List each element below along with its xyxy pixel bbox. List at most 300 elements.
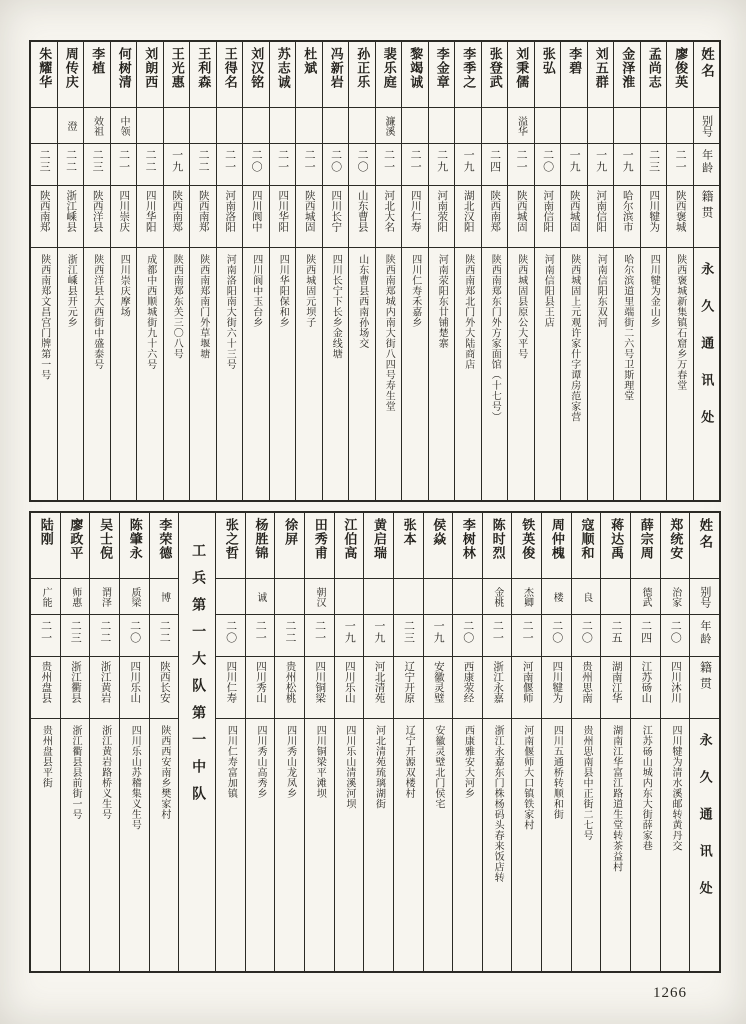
person-alias-text: 楼 (551, 591, 563, 602)
person-native-place (429, 186, 455, 248)
person-native-place-text: 陕西南郑 (38, 190, 50, 232)
person-age-text: 二三 (91, 149, 104, 173)
person-name-text: 周传庆 (63, 47, 79, 89)
person-column (511, 513, 541, 971)
person-address-text: 四川铜梁平滩坝 (314, 725, 326, 799)
person-alias-text: 治家 (669, 586, 681, 607)
person-name (429, 42, 455, 108)
person-alias (275, 579, 304, 615)
roster-table-top (29, 40, 721, 502)
person-alias (429, 108, 455, 144)
person-age (31, 615, 60, 657)
person-name-text: 周仲槐 (549, 518, 565, 560)
person-column (136, 42, 163, 500)
person-native-place-text: 四川华阳 (144, 190, 156, 232)
person-column (666, 42, 693, 500)
person-name-text: 徐屏 (283, 518, 299, 546)
person-name (90, 513, 119, 579)
person-address-text: 四川乐山清溪河坝 (343, 725, 355, 809)
person-native-place-text: 安徽灵璧 (432, 661, 444, 703)
person-column (31, 42, 57, 500)
person-native-place-text: 浙江永嘉 (492, 661, 504, 703)
person-native-place (137, 186, 163, 248)
person-age (243, 144, 269, 186)
person-address (246, 719, 275, 971)
person-age-text: 二三 (38, 149, 51, 173)
person-address-text: 河南信阳东双河 (595, 254, 607, 328)
person-name (661, 513, 690, 579)
person-alias (455, 108, 481, 144)
person-column (242, 42, 269, 500)
person-name-text: 黎竭诚 (408, 47, 424, 89)
person-name (631, 513, 660, 579)
person-name (150, 513, 179, 579)
person-age (31, 144, 57, 186)
person-age-text: 二〇 (224, 620, 237, 644)
person-native-place (364, 657, 393, 719)
person-age-text: 二一 (515, 149, 528, 173)
person-name (84, 42, 110, 108)
person-address (394, 719, 423, 971)
person-alias (512, 579, 541, 615)
person-age-text: 一九 (432, 620, 445, 644)
person-age-text: 二〇 (329, 149, 342, 173)
person-alias (137, 108, 163, 144)
person-age-text: 二一 (303, 149, 316, 173)
person-alias (164, 108, 190, 144)
person-age-text: 二二 (197, 149, 210, 173)
person-column (452, 513, 482, 971)
person-name-text: 刘五群 (593, 47, 609, 89)
person-native-place-text: 陕西褒城 (674, 190, 686, 232)
person-age-text: 二一 (254, 620, 267, 644)
person-address (508, 248, 534, 500)
person-name (31, 42, 57, 108)
person-column (334, 513, 364, 971)
person-age-text: 一九 (568, 149, 581, 173)
person-age-text: 一九 (462, 149, 475, 173)
person-name (455, 42, 481, 108)
person-native-place-text: 浙江嵊县 (65, 190, 77, 232)
person-native-place-text: 四川仁寿 (225, 661, 237, 703)
person-address (535, 248, 561, 500)
person-column (560, 42, 587, 500)
person-alias (120, 579, 149, 615)
person-name-text: 寇顺和 (579, 518, 595, 560)
person-name (164, 42, 190, 108)
person-native-place (58, 186, 84, 248)
person-name-text: 廖政平 (68, 518, 84, 560)
person-name (588, 42, 614, 108)
person-address-text: 四川仁寿富加镇 (225, 725, 237, 799)
person-age-text: 二一 (117, 149, 130, 173)
person-name-text: 孙正乐 (355, 47, 371, 89)
person-address-text: 哈尔滨道里端街二六号卫斯理堂 (621, 254, 633, 401)
person-column (428, 42, 455, 500)
person-age-text: 二四 (488, 149, 501, 173)
person-native-place-text: 陕西洋县 (91, 190, 103, 232)
person-name (402, 42, 428, 108)
person-address (614, 248, 640, 500)
person-name (508, 42, 534, 108)
person-address-text: 四川仁寿禾嘉乡 (409, 254, 421, 328)
person-alias (631, 579, 660, 615)
person-name-text: 张弘 (540, 47, 556, 75)
person-native-place-text: 哈尔滨市 (621, 190, 633, 232)
person-address (164, 248, 190, 500)
person-native-place (305, 657, 334, 719)
person-native-place-text: 湖北汉阳 (462, 190, 474, 232)
column-header-name: 姓名 (690, 513, 719, 579)
column-header-name: 姓名 (694, 42, 720, 108)
person-column (363, 513, 393, 971)
roster-table-bottom (29, 511, 721, 973)
person-address (31, 719, 60, 971)
person-address-text: 河南偃师大口镇铁家村 (521, 725, 533, 830)
person-address (217, 248, 243, 500)
person-address-text: 浙江永嘉东门株杨码头春来饭店转 (492, 725, 504, 883)
person-column (83, 42, 110, 500)
person-column (274, 513, 304, 971)
person-age-text: 二二 (283, 620, 296, 644)
person-address-text: 贵州盘县平街 (40, 725, 52, 788)
person-column (375, 42, 402, 500)
person-alias (61, 579, 90, 615)
person-address (323, 248, 349, 500)
person-name-text: 金泽淮 (620, 47, 636, 89)
person-column (322, 42, 349, 500)
person-column (163, 42, 190, 500)
person-name (243, 42, 269, 108)
person-name-text: 郑统安 (668, 518, 684, 560)
person-address (335, 719, 364, 971)
person-native-place-text: 河南信阳 (542, 190, 554, 232)
person-alias-text: 朝汉 (314, 586, 325, 607)
unit-section-column (178, 513, 215, 971)
person-native-place-text: 浙江衢县 (69, 661, 81, 703)
person-name (561, 42, 587, 108)
person-age-text: 二二 (98, 620, 111, 644)
person-native-place-text: 河北清苑 (373, 661, 385, 703)
person-name-text: 王利森 (196, 47, 212, 89)
person-native-place-text: 河南荥阳 (436, 190, 448, 232)
person-age (296, 144, 322, 186)
person-alias (323, 108, 349, 144)
person-alias (31, 108, 57, 144)
unit-section-label (179, 513, 215, 971)
person-alias-text: 中领 (118, 115, 129, 136)
person-alias-text: 澄 (65, 120, 76, 131)
person-address (512, 719, 541, 971)
person-age-text: 二〇 (356, 149, 369, 173)
person-column (189, 42, 216, 500)
person-alias (349, 108, 375, 144)
person-address-text: 西康雅安大河乡 (462, 725, 474, 799)
person-column (481, 42, 508, 500)
person-name-text: 廖俊英 (673, 47, 689, 89)
person-address-text: 四川华阳保和乡 (277, 254, 289, 328)
person-age-text: 二〇 (461, 620, 474, 644)
person-column (295, 42, 322, 500)
person-address-text: 四川犍为金山乡 (648, 254, 660, 328)
person-native-place-text: 陕西南郑 (489, 190, 501, 232)
person-address-text: 四川长宁下长乡金线塘 (330, 254, 342, 359)
person-name (483, 513, 512, 579)
person-alias (364, 579, 393, 615)
person-column (613, 42, 640, 500)
person-native-place (482, 186, 508, 248)
person-native-place (561, 186, 587, 248)
person-alias (661, 579, 690, 615)
person-alias-text: 杰卿 (521, 586, 533, 607)
person-name-text: 朱耀华 (37, 47, 53, 89)
person-native-place (641, 186, 667, 248)
person-address (631, 719, 660, 971)
person-age (429, 144, 455, 186)
person-address-text: 陕西洋县大西街中盛泰号 (91, 254, 103, 370)
person-native-place (376, 186, 402, 248)
person-age (631, 615, 660, 657)
person-age (305, 615, 334, 657)
person-name (305, 513, 334, 579)
column-header-alias: 别号 (690, 579, 719, 615)
person-name (542, 513, 571, 579)
person-native-place (84, 186, 110, 248)
person-alias (572, 579, 601, 615)
column-header-age: 年龄 (694, 144, 720, 186)
person-native-place (243, 186, 269, 248)
person-age-text: 二一 (39, 620, 52, 644)
person-address-text: 陕西南郑东门外方家面馆（十七号） (489, 254, 501, 422)
person-age-text: 二一 (276, 149, 289, 173)
person-address (667, 248, 693, 500)
header-column (689, 513, 719, 971)
person-alias (246, 579, 275, 615)
person-age-text: 二三 (69, 620, 82, 644)
person-name-text: 李植 (90, 47, 106, 75)
person-alias-text: 良 (580, 591, 592, 602)
person-native-place (90, 657, 119, 719)
person-name (614, 42, 640, 108)
person-name-text: 李荣德 (157, 518, 173, 560)
person-name (667, 42, 693, 108)
person-address (31, 248, 57, 500)
person-address (601, 719, 630, 971)
person-alias (150, 579, 179, 615)
person-native-place-text: 四川乐山 (129, 661, 141, 703)
person-age-text: 二〇 (250, 149, 263, 173)
person-alias (216, 579, 245, 615)
person-name (335, 513, 364, 579)
person-name-text: 蒋达禹 (609, 518, 625, 560)
person-address (542, 719, 571, 971)
person-column (401, 42, 428, 500)
person-address-text: 陕西城固县原公大平号 (515, 254, 527, 359)
column-header-alias: 别号 (694, 108, 720, 144)
person-age (364, 615, 393, 657)
person-name-text: 张之哲 (223, 518, 239, 560)
person-name-text: 陈时烈 (490, 518, 506, 560)
person-address-text: 陕西南郑城内南大街八四号寿生堂 (383, 254, 395, 412)
person-address-text: 河南信阳县王店 (542, 254, 554, 328)
person-alias (588, 108, 614, 144)
person-address (641, 248, 667, 500)
person-address (349, 248, 375, 500)
person-native-place-text: 河南偃师 (521, 661, 533, 703)
person-address-text: 浙江衢县县前街一号 (69, 725, 81, 820)
person-native-place (614, 186, 640, 248)
person-alias (58, 108, 84, 144)
person-name (111, 42, 137, 108)
person-address (376, 248, 402, 500)
person-age (376, 144, 402, 186)
person-native-place-text: 四川犍为 (551, 661, 563, 703)
person-name-text: 李树林 (460, 518, 476, 560)
person-native-place (631, 657, 660, 719)
person-native-place (455, 186, 481, 248)
person-column (31, 513, 60, 971)
column-header-address: 永久通讯处 (697, 733, 713, 918)
person-native-place-text: 河南信阳 (595, 190, 607, 232)
person-alias (667, 108, 693, 144)
person-address (58, 248, 84, 500)
person-name (270, 42, 296, 108)
person-native-place (296, 186, 322, 248)
person-name-text: 孟尚志 (646, 47, 662, 89)
person-native-place-text: 四川长宁 (330, 190, 342, 232)
person-native-place (111, 186, 137, 248)
person-address-text: 陕西南郑东关三〇八号 (171, 254, 183, 359)
person-age (661, 615, 690, 657)
person-address-text: 河南洛阳南大街六十三号 (224, 254, 236, 370)
person-column (119, 513, 149, 971)
person-name-text: 王得名 (222, 47, 238, 89)
person-age (588, 144, 614, 186)
person-native-place (667, 186, 693, 248)
person-address (275, 719, 304, 971)
person-address (190, 248, 216, 500)
header-column (693, 42, 720, 500)
person-native-place-text: 西康荥经 (462, 661, 474, 703)
person-address-text: 陕西南郑南门外草堰塘 (197, 254, 209, 359)
person-name (349, 42, 375, 108)
unit-section-label-text: 工兵第一大队第一中队 (190, 543, 206, 813)
person-name-text: 陆刚 (38, 518, 54, 546)
person-name (535, 42, 561, 108)
person-address (270, 248, 296, 500)
person-address-text: 四川秀山龙凤乡 (284, 725, 296, 799)
person-name-text: 裴乐庭 (381, 47, 397, 89)
person-alias (508, 108, 534, 144)
person-address-text: 陕西城固上元观许家什字谭房范家营 (568, 254, 580, 422)
person-age (561, 144, 587, 186)
person-name (217, 42, 243, 108)
person-address (120, 719, 149, 971)
person-age (335, 615, 364, 657)
person-native-place-text: 陕西南郑 (171, 190, 183, 232)
person-age-text: 二一 (223, 149, 236, 173)
person-address (137, 248, 163, 500)
person-native-place (61, 657, 90, 719)
person-native-place (335, 657, 364, 719)
person-column (245, 513, 275, 971)
person-address-text: 贵州思南县中正街二七号 (581, 725, 593, 841)
person-address (305, 719, 334, 971)
person-alias (535, 108, 561, 144)
person-column (57, 42, 84, 500)
person-alias (561, 108, 587, 144)
person-name (364, 513, 393, 579)
person-name (376, 42, 402, 108)
person-alias-text: 广能 (40, 586, 52, 607)
person-native-place (424, 657, 453, 719)
person-native-place-text: 四川仁寿 (409, 190, 421, 232)
person-address-text: 辽宁开源双楼村 (403, 725, 415, 799)
person-name (572, 513, 601, 579)
person-age-text: 二三 (647, 149, 660, 173)
person-native-place (601, 657, 630, 719)
person-native-place (275, 657, 304, 719)
person-age-text: 一九 (170, 149, 183, 173)
person-age (270, 144, 296, 186)
person-native-place-text: 四川华阳 (277, 190, 289, 232)
person-column (534, 42, 561, 500)
person-age-text: 二〇 (541, 149, 554, 173)
person-address-text: 四川五通桥转顺和街 (551, 725, 563, 820)
person-age-text: 二〇 (550, 620, 563, 644)
person-address (572, 719, 601, 971)
person-native-place (120, 657, 149, 719)
person-alias (482, 108, 508, 144)
person-alias (424, 579, 453, 615)
person-name (512, 513, 541, 579)
person-address-text: 陕西城固元坝子 (303, 254, 315, 328)
person-alias (111, 108, 137, 144)
person-name-text: 铁英俊 (520, 518, 536, 560)
person-name-text: 薛宗周 (638, 518, 654, 560)
person-address (402, 248, 428, 500)
person-name (641, 42, 667, 108)
person-name (323, 42, 349, 108)
person-address-text: 浙江嵊县开元乡 (65, 254, 77, 328)
person-column (640, 42, 667, 500)
person-native-place (453, 657, 482, 719)
person-address (84, 248, 110, 500)
person-name-text: 侯焱 (431, 518, 447, 546)
person-age-text: 一九 (372, 620, 385, 644)
person-column (423, 513, 453, 971)
person-name-text: 田秀甫 (312, 518, 328, 560)
person-column (215, 513, 245, 971)
person-alias-text: 溢华 (515, 115, 527, 136)
person-alias (217, 108, 243, 144)
person-address-text: 浙江黄岩路桥义生号 (99, 725, 111, 820)
person-column (216, 42, 243, 500)
person-native-place-text: 贵州松桃 (284, 661, 296, 703)
person-age (246, 615, 275, 657)
person-native-place-text: 四川沐川 (669, 661, 681, 703)
person-age (190, 144, 216, 186)
person-age (601, 615, 630, 657)
person-address (296, 248, 322, 500)
person-age (542, 615, 571, 657)
person-age (275, 615, 304, 657)
person-alias-text: 诚 (254, 591, 266, 602)
person-column (482, 513, 512, 971)
person-address-text: 陕西西安南乡樊家村 (158, 725, 170, 820)
person-address (111, 248, 137, 500)
person-name-text: 李碧 (567, 47, 583, 75)
